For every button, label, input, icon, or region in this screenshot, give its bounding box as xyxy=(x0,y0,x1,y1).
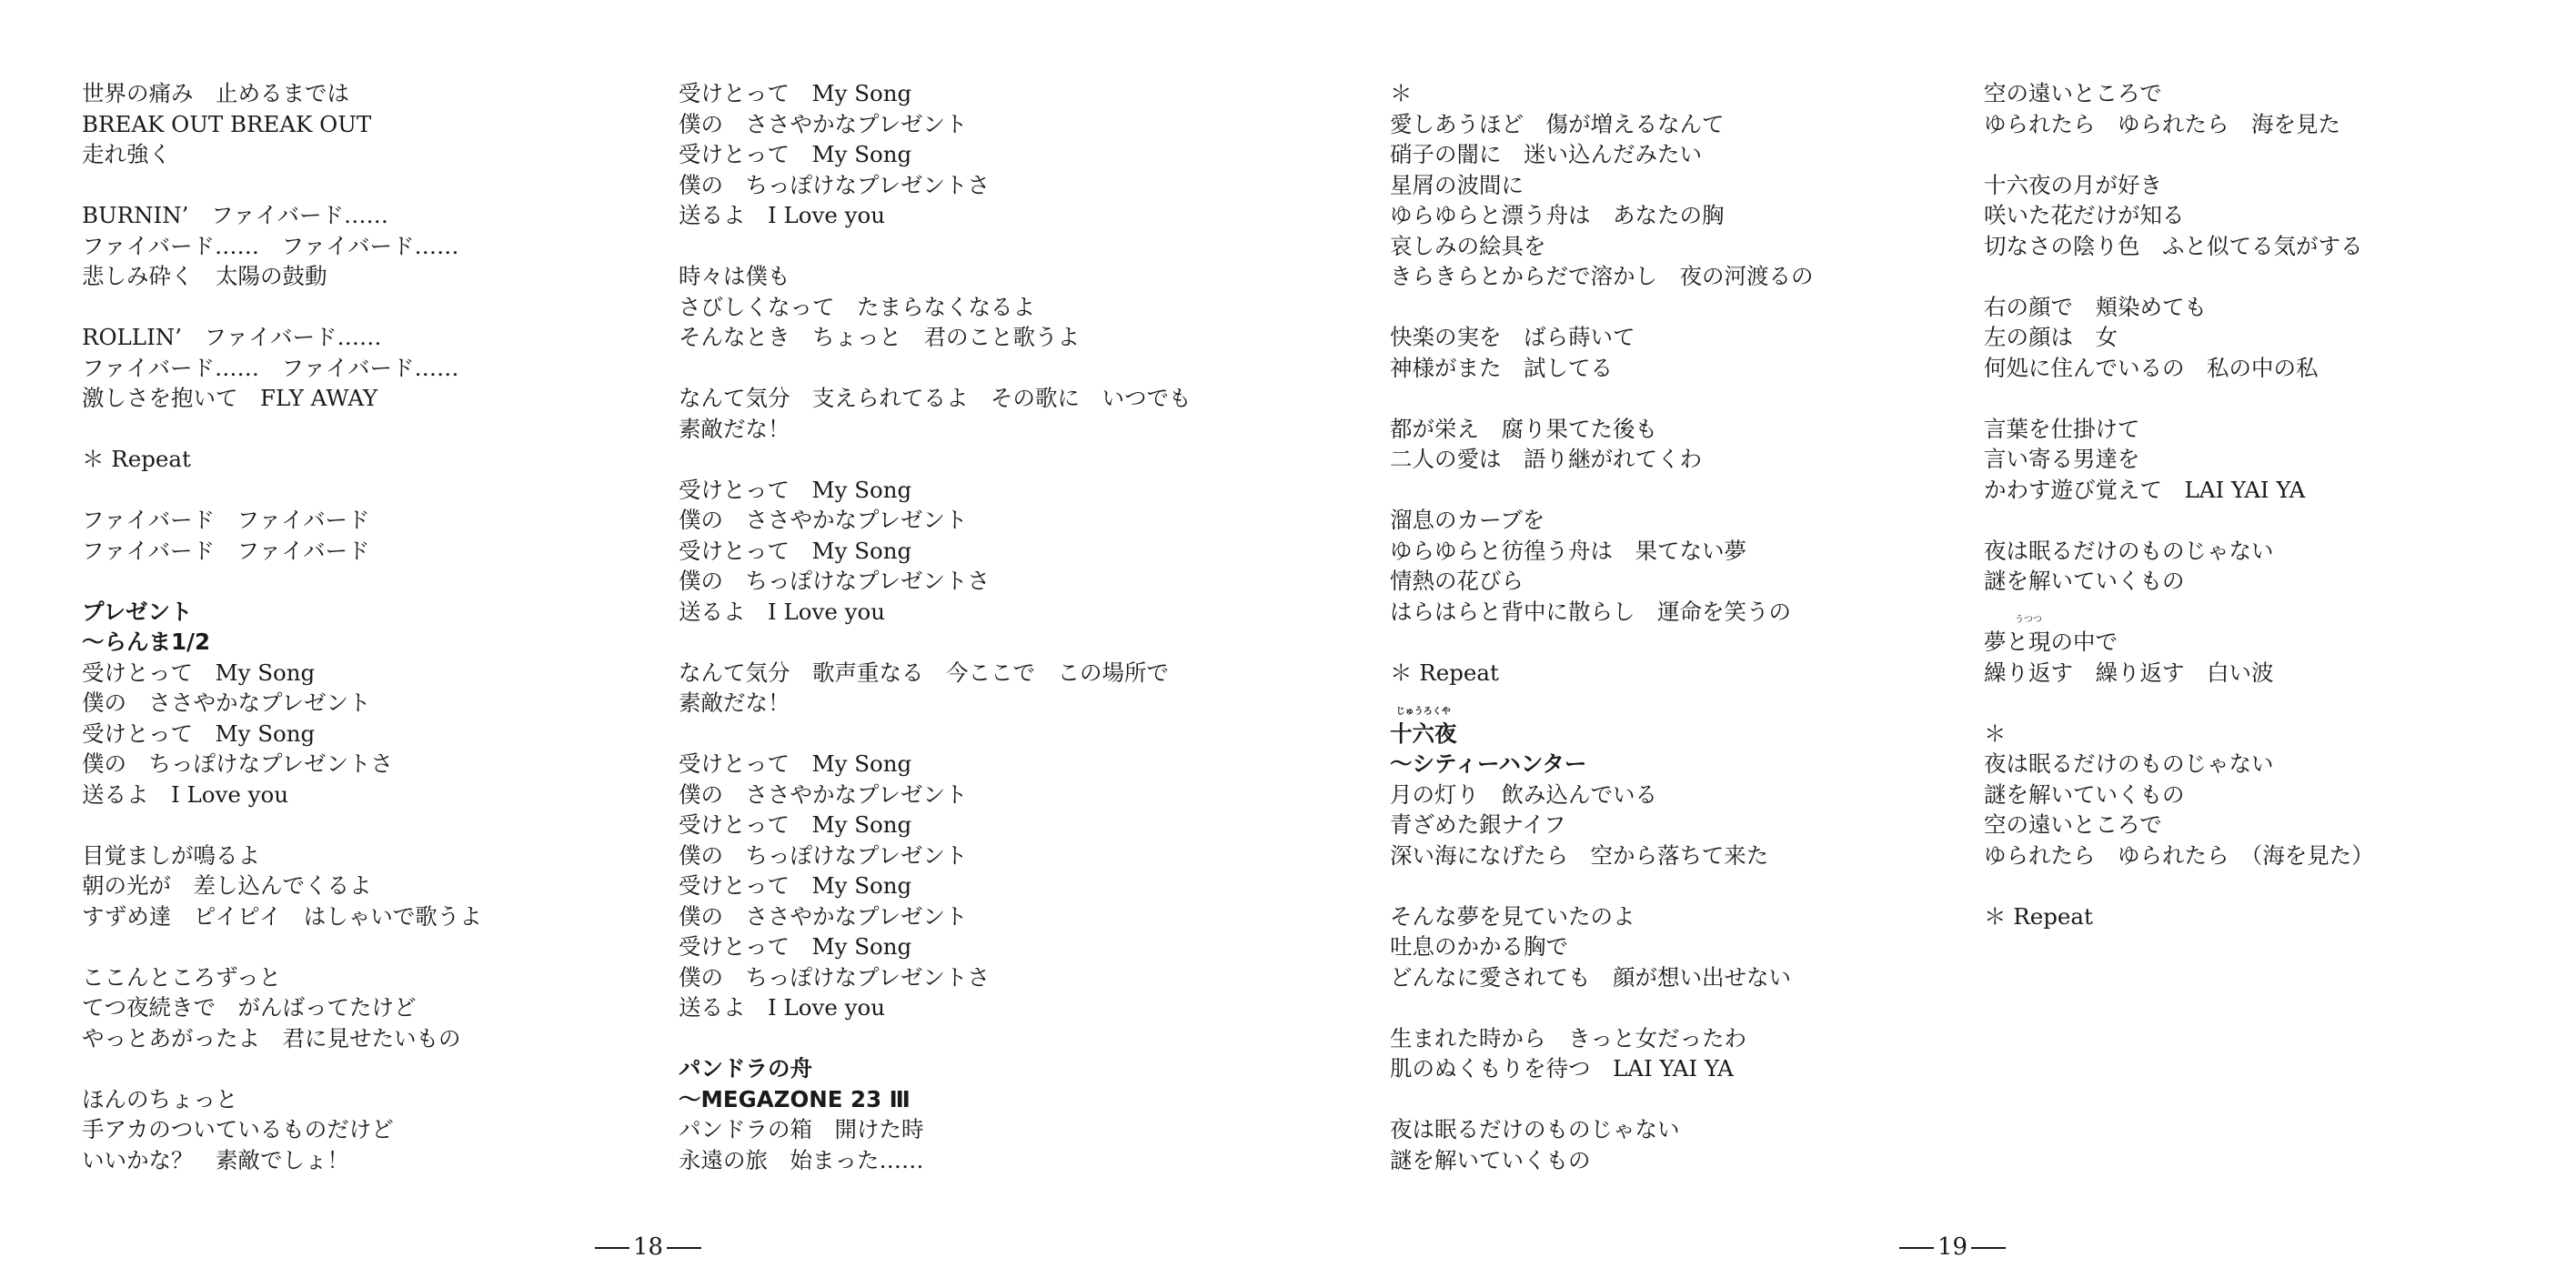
lyric-line: ＊ xyxy=(1984,719,2007,747)
lyric-line: 受けとって My Song xyxy=(679,141,912,167)
ruby-text: じゅうろくや xyxy=(1395,706,1451,717)
lyric-line: 僕の ちっぽけなプレゼントさ xyxy=(679,171,991,198)
lyric-line: ゆられたら ゆられたら （海を見た） xyxy=(1984,841,2374,869)
page-number-text: 18 xyxy=(633,1233,664,1261)
lyric-line: 右の顔で 頬染めても xyxy=(1984,293,2207,320)
lyric-line: ファイバード…… ファイバード…… xyxy=(82,232,459,259)
stanza-gap xyxy=(1984,505,2374,536)
lyric-line: やっとあがったよ 君に見せたいもの xyxy=(82,1024,461,1052)
lyric-line: 僕の ささやかなプレゼント xyxy=(679,110,968,137)
lyric-line: はらはらと背中に散らし 運命を笑うの xyxy=(1390,598,1791,625)
lyric-line: 僕の ささやかなプレゼント xyxy=(82,689,371,716)
ruby-text: うつつ xyxy=(2015,615,2042,625)
lyric-line: 言葉を仕掛けて xyxy=(1984,415,2140,442)
lyric-line: 謎を解いていくもの xyxy=(1984,780,2185,808)
lyric-line: 謎を解いていくもの xyxy=(1984,568,2185,594)
lyric-line: 十六夜の月が好き xyxy=(1984,171,2162,198)
lyric-line: 送るよ I Love you xyxy=(679,598,885,625)
lyric-text: 夢と現の中で xyxy=(1984,629,2118,655)
stanza-gap xyxy=(1984,261,2374,292)
lyric-line: さびしくなって たまらなくなるよ xyxy=(679,293,1035,320)
page-number-18 xyxy=(591,1233,705,1261)
lyric-line: 青ざめた銀ナイフ xyxy=(1390,811,1566,838)
lyric-line: 僕の ちっぽけなプレゼント xyxy=(679,841,968,869)
stanza-gap xyxy=(679,627,1192,658)
lyric-line: 送るよ I Love you xyxy=(679,202,885,228)
lyric-line: 吐息のかかる胸で xyxy=(1390,933,1568,960)
lyric-line: 空の遠いところで xyxy=(1984,811,2162,838)
lyric-line: ＊ Repeat xyxy=(82,446,191,472)
lyric-line: 素敵だな！ xyxy=(679,415,790,442)
lyric-line: 僕の ささやかなプレゼント xyxy=(679,780,968,808)
stanza-gap xyxy=(679,1023,1192,1054)
lyric-line: 受けとって My Song xyxy=(82,659,316,686)
song-title: プレゼント xyxy=(82,598,193,625)
lyric-line: 硝子の闇に 迷い込んだみたい xyxy=(1390,141,1702,167)
lyrics-column-1 xyxy=(82,78,482,1175)
lyric-line: てつ夜続きで がんばってたけど xyxy=(82,994,417,1021)
stanza-gap xyxy=(82,1053,482,1084)
song-title xyxy=(1390,706,1814,750)
lyric-line: 悲しみ砕く 太陽の鼓動 xyxy=(82,263,327,289)
lyric-line: 繰り返す 繰り返す 白い波 xyxy=(1984,659,2274,686)
lyric-line: 哀しみの絵具を xyxy=(1390,232,1546,259)
lyric-line: 切なさの陰り色 ふと似てる気がする xyxy=(1984,232,2363,259)
lyric-line: 溜息のカーブを xyxy=(1390,507,1545,533)
stanza-gap xyxy=(679,444,1192,475)
song-title: パンドラの舟 xyxy=(679,1055,812,1082)
lyric-line: 二人の愛は 語り継がれてくわ xyxy=(1390,446,1702,472)
stanza-gap xyxy=(82,292,482,323)
lyric-line: ゆらゆらと漂う舟は あなたの胸 xyxy=(1390,202,1725,228)
lyric-line: ゆられたら ゆられたら 海を見た xyxy=(1984,110,2340,137)
lyric-line: なんて気分 歌声重なる 今ここで この場所で xyxy=(679,659,1169,686)
lyric-line: パンドラの箱 開けた時 xyxy=(679,1116,924,1142)
lyrics-column-4 xyxy=(1984,78,2374,931)
lyric-line: 受けとって My Song xyxy=(679,811,912,838)
lyric-line: 生まれた時から きっと女だったわ xyxy=(1390,1024,1746,1052)
lyric-line xyxy=(1984,615,2374,658)
stanza-gap xyxy=(82,475,482,506)
lyric-line: 謎を解いていくもの xyxy=(1390,1146,1591,1173)
stanza-gap xyxy=(679,719,1192,750)
lyric-line: ファイバード ファイバード xyxy=(82,507,370,533)
lyric-line: きらきらとからだで溶かし 夜の河渡るの xyxy=(1390,263,1814,289)
lyric-line: 咲いた花だけが知る xyxy=(1984,202,2185,228)
stanza-gap xyxy=(1390,627,1814,658)
lyric-text: 十六夜 xyxy=(1390,719,1457,747)
lyric-line: 受けとって My Song xyxy=(679,933,912,960)
lyric-line: なんて気分 支えられてるよ その歌に いつでも xyxy=(679,385,1192,411)
lyric-line: 僕の ささやかなプレゼント xyxy=(679,507,968,533)
stanza-gap xyxy=(82,566,482,597)
lyric-line: 僕の ちっぽけなプレゼントさ xyxy=(679,963,991,991)
stanza-gap xyxy=(1390,870,1814,901)
lyric-line: かわす遊び覚えて LAI YAI YA xyxy=(1984,476,2306,503)
lyric-line: ファイバード ファイバード xyxy=(82,537,370,564)
lyric-line: いいかな？ 素敵でしょ！ xyxy=(82,1146,349,1173)
stanza-gap xyxy=(1390,475,1814,506)
stanza-gap xyxy=(679,231,1192,262)
lyric-line: ここんところずっと xyxy=(82,963,282,991)
ruby-annotation xyxy=(1984,615,2118,658)
lyric-line: ＊ Repeat xyxy=(1390,659,1499,686)
lyric-line: どんなに愛されても 顔が想い出せない xyxy=(1390,963,1791,991)
stanza-gap xyxy=(1984,383,2374,414)
lyric-line: ＊ Repeat xyxy=(1984,902,2093,930)
stanza-gap xyxy=(1984,139,2374,170)
lyric-line: BURNIN’ ファイバード…… xyxy=(82,202,388,228)
lyric-line: 愛しあうほど 傷が増えるなんて xyxy=(1390,110,1725,137)
lyric-line: ＊ xyxy=(1390,80,1413,106)
lyric-line: 星屑の波間に xyxy=(1390,171,1524,198)
lyric-line: 受けとって My Song xyxy=(679,537,912,564)
lyric-line: 走れ強く xyxy=(82,141,171,167)
stanza-gap xyxy=(1984,688,2374,719)
lyric-line: 僕の ささやかなプレゼント xyxy=(679,902,968,930)
lyric-line: 素敵だな！ xyxy=(679,689,790,716)
lyric-line: ほんのちょっと xyxy=(82,1085,238,1112)
stanza-gap xyxy=(1390,383,1814,414)
lyric-line: そんなとき ちょっと 君のこと歌うよ xyxy=(679,324,1080,350)
lyric-line: 夜は眠るだけのものじゃない xyxy=(1984,537,2274,564)
lyric-line: 夜は眠るだけのものじゃない xyxy=(1390,1116,1680,1142)
lyric-line: 目覚ましが鳴るよ xyxy=(82,841,260,869)
lyrics-column-3 xyxy=(1390,78,1814,1175)
lyric-line: 受けとって My Song xyxy=(679,872,912,899)
lyric-line: 何処に住んでいるの 私の中の私 xyxy=(1984,354,2319,381)
song-source: ～らんま1/2 xyxy=(82,629,211,655)
lyric-line: 受けとって My Song xyxy=(679,80,912,106)
stanza-gap xyxy=(82,810,482,840)
lyric-line: 神様がまた 試してる xyxy=(1390,354,1613,381)
song-source: ～MEGAZONE 23 Ⅲ xyxy=(679,1085,911,1112)
lyric-line: 僕の ちっぽけなプレゼントさ xyxy=(82,750,394,777)
page-number-text: 19 xyxy=(1937,1233,1968,1261)
lyric-line: 永遠の旅 始まった…… xyxy=(679,1146,924,1173)
lyrics-column-2 xyxy=(679,78,1192,1175)
lyric-line: 情熱の花びら xyxy=(1390,568,1524,594)
lyric-line: 深い海になげたら 空から落ちて来た xyxy=(1390,841,1769,869)
lyric-line: 左の顔は 女 xyxy=(1984,324,2118,350)
lyric-line: BREAK OUT BREAK OUT xyxy=(82,110,372,137)
stanza-gap xyxy=(1984,597,2374,628)
lyric-line: 僕の ちっぽけなプレゼントさ xyxy=(679,568,991,594)
lyric-line: そんな夢を見ていたのよ xyxy=(1390,902,1635,930)
page-19 xyxy=(1288,0,2576,1288)
stanza-gap xyxy=(1390,992,1814,1023)
song-source: ～シティーハンター xyxy=(1390,750,1587,777)
lyric-line: 朝の光が 差し込んでくるよ xyxy=(82,872,372,899)
lyric-line: 手アカのついているものだけど xyxy=(82,1116,394,1142)
lyric-line: 都が栄え 腐り果てた後も xyxy=(1390,415,1657,442)
lyric-line: ROLLIN’ ファイバード…… xyxy=(82,324,382,350)
lyric-line: 時々は僕も xyxy=(679,263,790,289)
stanza-gap xyxy=(82,931,482,962)
lyric-line: 送るよ I Love you xyxy=(679,994,885,1021)
lyric-line: 激しさを抱いて FLY AWAY xyxy=(82,385,378,411)
stanza-gap xyxy=(1390,292,1814,323)
stanza-gap xyxy=(82,414,482,445)
stanza-gap xyxy=(1984,870,2374,901)
ruby-annotation xyxy=(1390,706,1457,750)
lyric-line: 受けとって My Song xyxy=(679,750,912,777)
lyric-line: 夜は眠るだけのものじゃない xyxy=(1984,750,2274,777)
stanza-gap xyxy=(1390,1084,1814,1115)
lyric-line: 受けとって My Song xyxy=(82,719,316,747)
lyric-line: 快楽の実を ばら蒔いて xyxy=(1390,324,1635,350)
stanza-gap xyxy=(82,170,482,201)
lyric-line: 肌のぬくもりを待つ LAI YAI YA xyxy=(1390,1055,1734,1082)
stanza-gap xyxy=(679,353,1192,384)
lyric-line: ファイバード…… ファイバード…… xyxy=(82,354,459,381)
lyric-line: 言い寄る男達を xyxy=(1984,446,2140,472)
lyric-line: すずめ達 ピイピイ はしゃいで歌うよ xyxy=(82,902,482,930)
lyric-line: 空の遠いところで xyxy=(1984,80,2162,106)
lyric-line: ゆらゆらと彷徨う舟は 果てない夢 xyxy=(1390,537,1746,564)
lyric-line: 受けとって My Song xyxy=(679,476,912,503)
lyric-line: 月の灯り 飲み込んでいる xyxy=(1390,780,1657,808)
page-number-19 xyxy=(1896,1233,2009,1261)
lyric-line: 世界の痛み 止めるまでは xyxy=(82,80,349,106)
lyric-line: 送るよ I Love you xyxy=(82,780,288,808)
